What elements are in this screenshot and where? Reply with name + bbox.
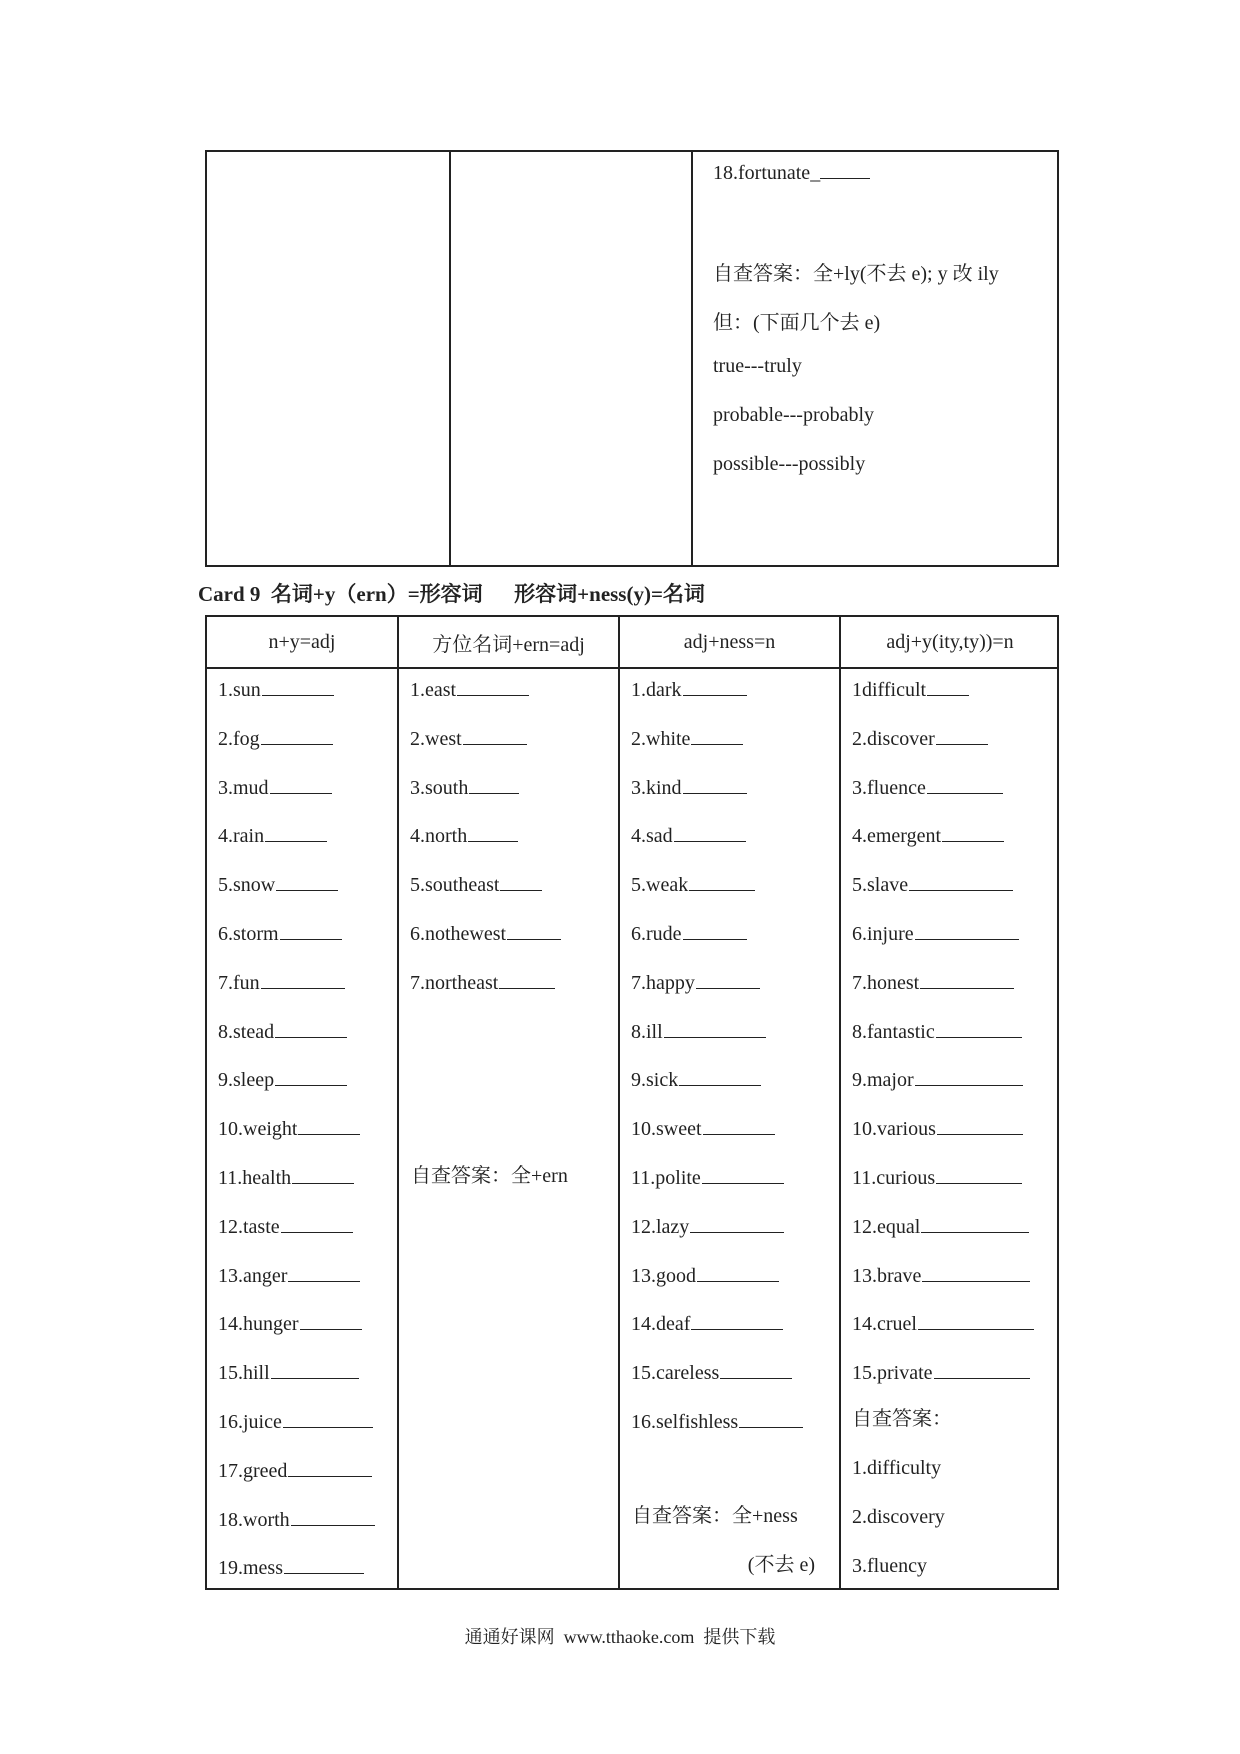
- item-word: 13.anger: [218, 1264, 288, 1287]
- item-word: 19.mess: [218, 1557, 283, 1580]
- answer-blank[interactable]: [689, 870, 755, 891]
- answer-blank[interactable]: [922, 1261, 1030, 1282]
- column-divider: [691, 152, 693, 565]
- item-word: 15.careless: [631, 1362, 720, 1385]
- exercise-item: [410, 773, 519, 801]
- answer-blank[interactable]: [261, 724, 333, 745]
- exercise-item: [852, 1114, 1023, 1142]
- exercise-item: [218, 1261, 360, 1289]
- answer-blank[interactable]: [702, 1163, 784, 1184]
- exercise-item: [852, 968, 1014, 996]
- item-word: 8.stead: [218, 1020, 275, 1043]
- item-text: 18.fortunate_: [713, 162, 821, 184]
- answer-blank[interactable]: [703, 1114, 775, 1135]
- answer-line: 2.discovery: [852, 1506, 945, 1528]
- answer-blank[interactable]: [720, 1358, 792, 1379]
- exercise-item: [218, 773, 332, 801]
- answer-blank[interactable]: [691, 724, 743, 745]
- exercise-item: [218, 1212, 353, 1240]
- answer-blank[interactable]: [690, 1212, 784, 1233]
- answer-blank[interactable]: [288, 1456, 372, 1477]
- exercise-item: [631, 870, 755, 898]
- item-word: 12.equal: [852, 1215, 921, 1238]
- answer-blank[interactable]: [457, 675, 529, 696]
- answer-blank[interactable]: [927, 675, 969, 696]
- item-word: 1.sun: [218, 679, 261, 701]
- exercise-item: [218, 1358, 359, 1386]
- answer-blank[interactable]: [936, 1017, 1022, 1038]
- exercise-item: [852, 773, 1003, 801]
- exercise-item: [218, 968, 345, 996]
- answer-line: 1.difficulty: [852, 1457, 942, 1479]
- item-word: 11.curious: [852, 1167, 936, 1189]
- item-word: 1.east: [410, 679, 457, 701]
- answer-blank[interactable]: [507, 919, 561, 940]
- answer-blank[interactable]: [463, 724, 527, 745]
- exercise-item: [218, 675, 334, 703]
- exercise-item: [410, 968, 555, 996]
- item-word: 4.rain: [218, 825, 265, 848]
- item-word: 16.selfishless: [631, 1411, 739, 1433]
- item-word: 7.happy: [631, 971, 695, 994]
- exercise-item: [852, 1212, 1029, 1240]
- answer-blank[interactable]: [500, 870, 542, 891]
- fortunate-item: [713, 160, 870, 185]
- answer-blank[interactable]: [936, 1163, 1022, 1184]
- exercise-item: [410, 675, 529, 703]
- item-word: 11.polite: [631, 1167, 701, 1189]
- answer-blank[interactable]: [265, 821, 327, 842]
- item-word: 9.sick: [631, 1069, 679, 1092]
- item-word: 15.private: [852, 1362, 933, 1385]
- item-word: 3.south: [410, 776, 469, 799]
- answer-blank[interactable]: [280, 919, 342, 940]
- item-word: 8.fantastic: [852, 1020, 935, 1043]
- column-adj-ity: [841, 617, 1059, 1588]
- item-word: 12.lazy: [631, 1215, 690, 1238]
- exercise-item: [631, 1309, 783, 1337]
- exercise-item: [631, 675, 747, 703]
- answer-blank[interactable]: [683, 919, 747, 940]
- item-word: 10.sweet: [631, 1118, 702, 1141]
- item-word: 5.southeast: [410, 874, 500, 897]
- answer-blank[interactable]: [915, 1065, 1023, 1086]
- exercise-item: [218, 1163, 354, 1191]
- example-line: probable---probably: [713, 404, 875, 426]
- example-line: true---truly: [713, 355, 802, 377]
- answer-blank[interactable]: [262, 675, 334, 696]
- answer-blank[interactable]: [927, 773, 1003, 794]
- item-word: 6.injure: [852, 923, 914, 945]
- answer-blank[interactable]: [664, 1017, 766, 1038]
- exercise-item: [852, 821, 1004, 849]
- exception-note: 但：(下面几个去 e): [713, 312, 881, 334]
- answer-blank[interactable]: [284, 1553, 364, 1574]
- answer-blank[interactable]: [683, 773, 747, 794]
- answer-blank[interactable]: [679, 1065, 761, 1086]
- item-word: 6.rude: [631, 923, 682, 945]
- item-word: 14.deaf: [631, 1313, 691, 1336]
- exercise-item: [218, 1456, 372, 1484]
- empty-cell: [207, 152, 449, 565]
- exercise-item: [852, 1065, 1023, 1093]
- answer-blank[interactable]: [915, 919, 1019, 940]
- item-word: 13.good: [631, 1264, 696, 1287]
- column-noun-y: [207, 617, 397, 1588]
- item-word: 6.nothewest: [410, 923, 507, 945]
- item-word: 8.ill: [631, 1020, 663, 1043]
- exercise-item: [218, 1065, 347, 1093]
- exercise-item: [631, 1065, 761, 1093]
- item-word: 15.hill: [218, 1362, 270, 1385]
- item-word: 3.kind: [631, 776, 682, 799]
- item-word: 12.taste: [218, 1215, 280, 1238]
- exercise-item: [410, 821, 518, 849]
- item-word: 2.fog: [218, 727, 260, 750]
- item-word: 13.brave: [852, 1264, 922, 1287]
- exercise-item: [218, 1505, 375, 1533]
- item-word: 7.northeast: [410, 971, 499, 994]
- exercise-item: [852, 870, 1013, 898]
- item-word: 4.north: [410, 825, 468, 848]
- answer-blank[interactable]: [270, 773, 332, 794]
- answer-blank[interactable]: [300, 1309, 362, 1330]
- answer-line: 3.fluency: [852, 1555, 927, 1577]
- column-header: adj+ness=n: [683, 630, 776, 653]
- exercise-item: [631, 724, 743, 752]
- answer-blank[interactable]: [298, 1114, 360, 1135]
- item-word: 9.major: [852, 1069, 914, 1092]
- exercise-item: [852, 1163, 1022, 1191]
- answer-blank[interactable]: [281, 1212, 353, 1233]
- exercise-item: [631, 773, 747, 801]
- item-word: 10.weight: [218, 1118, 298, 1141]
- answer-blank[interactable]: [697, 1261, 779, 1282]
- exercise-item: [631, 968, 760, 996]
- exercise-item: [218, 870, 338, 898]
- example-line: possible---possibly: [713, 453, 866, 475]
- item-word: 11.health: [218, 1167, 292, 1189]
- item-word: 16.juice: [218, 1411, 282, 1433]
- exercise-item: [852, 919, 1019, 947]
- exercise-item: [631, 821, 746, 849]
- column-header: 方位名词+ern=adj: [432, 633, 585, 656]
- answer-cell: [703, 152, 1057, 565]
- exercise-item: [631, 1261, 779, 1289]
- answer-key: 自查答案：全+ern: [411, 1165, 568, 1187]
- item-word: 4.sad: [631, 825, 673, 848]
- item-word: 14.hunger: [218, 1313, 299, 1336]
- answer-blank[interactable]: [942, 821, 1004, 842]
- exercise-item: [631, 1114, 775, 1142]
- exercise-item: [852, 724, 988, 752]
- answer-rule: 自查答案：全+ly(不去 e); y 改 ily: [713, 263, 999, 285]
- answer-blank[interactable]: [674, 821, 746, 842]
- answer-blank[interactable]: [918, 1309, 1034, 1330]
- item-word: 6.storm: [218, 923, 279, 945]
- answer-blank[interactable]: [696, 968, 760, 989]
- exercise-item: [852, 1309, 1034, 1337]
- item-word: 2.discover: [852, 727, 935, 750]
- exercise-item: [852, 675, 969, 703]
- card9-table: [205, 615, 1059, 1590]
- answer-blank[interactable]: [920, 968, 1014, 989]
- item-word: 14.cruel: [852, 1313, 917, 1336]
- item-word: 4.emergent: [852, 825, 942, 848]
- answer-blank[interactable]: [937, 1114, 1023, 1135]
- exercise-item: [631, 1212, 784, 1240]
- answer-blank[interactable]: [261, 968, 345, 989]
- exercise-item: [218, 1114, 360, 1142]
- exercise-item: [218, 821, 327, 849]
- exercise-item: [852, 1358, 1030, 1386]
- item-word: 2.white: [631, 727, 691, 750]
- exercise-item: [631, 919, 747, 947]
- item-word: 5.slave: [852, 874, 909, 897]
- answer-blank[interactable]: [691, 1309, 783, 1330]
- exercise-item: [218, 919, 342, 947]
- exercise-item: [410, 724, 527, 752]
- answer-blank[interactable]: [683, 675, 747, 696]
- exercise-item: [410, 870, 542, 898]
- answer-key: 自查答案：: [852, 1408, 952, 1430]
- answer-blank[interactable]: [271, 1358, 359, 1379]
- item-word: 17.greed: [218, 1459, 288, 1482]
- item-word: 5.weak: [631, 874, 689, 897]
- answer-blank[interactable]: [469, 773, 519, 794]
- exercise-item: [218, 1407, 373, 1435]
- empty-cell: [451, 152, 691, 565]
- answer-blank[interactable]: [288, 1261, 360, 1282]
- item-word: 1.dark: [631, 679, 682, 701]
- answer-blank[interactable]: [283, 1407, 373, 1428]
- item-word: 7.fun: [218, 971, 260, 994]
- item-word: 9.sleep: [218, 1069, 275, 1092]
- item-word: 5.snow: [218, 874, 276, 897]
- answer-blank[interactable]: [936, 724, 988, 745]
- answer-blank[interactable]: [921, 1212, 1029, 1233]
- exercise-item: [631, 1407, 803, 1435]
- exercise-item: [852, 1261, 1030, 1289]
- exercise-item: [631, 1163, 784, 1191]
- footer-credit: 通通好课网 www.tthaoke.com 提供下载: [464, 1627, 776, 1647]
- exercise-item: [631, 1017, 766, 1045]
- answer-blank[interactable]: [739, 1407, 803, 1428]
- answer-blank[interactable]: [499, 968, 555, 989]
- answer-blank: [820, 160, 870, 179]
- item-word: 1difficult: [852, 679, 927, 701]
- answer-blank[interactable]: [934, 1358, 1030, 1379]
- answer-note: (不去 e): [747, 1554, 815, 1576]
- top-continuation-table: [205, 150, 1059, 567]
- answer-blank[interactable]: [292, 1163, 354, 1184]
- answer-blank[interactable]: [291, 1505, 375, 1526]
- item-word: 7.honest: [852, 971, 920, 994]
- answer-blank[interactable]: [909, 870, 1013, 891]
- column-header: n+y=adj: [268, 630, 336, 653]
- item-word: 18.worth: [218, 1508, 290, 1531]
- exercise-item: [218, 1017, 347, 1045]
- exercise-item: [218, 724, 333, 752]
- item-word: 3.fluence: [852, 776, 926, 799]
- exercise-item: [218, 1309, 362, 1337]
- item-word: 3.mud: [218, 776, 269, 799]
- column-header: adj+y(ity,ty))=n: [886, 630, 1014, 653]
- exercise-item: [631, 1358, 792, 1386]
- exercise-item: [410, 919, 561, 947]
- answer-key: 自查答案：全+ness: [632, 1505, 798, 1527]
- item-word: 10.various: [852, 1118, 936, 1141]
- answer-blank[interactable]: [276, 870, 338, 891]
- column-adj-ness: [620, 617, 839, 1588]
- card-title: Card 9 名词+y（ern）=形容词 形容词+ness(y)=名词: [198, 582, 705, 606]
- answer-blank[interactable]: [275, 1017, 347, 1038]
- column-direction-ern: [399, 617, 618, 1588]
- item-word: 2.west: [410, 727, 462, 750]
- exercise-item: [852, 1017, 1022, 1045]
- exercise-item: [218, 1553, 364, 1581]
- answer-blank[interactable]: [275, 1065, 347, 1086]
- answer-blank[interactable]: [468, 821, 518, 842]
